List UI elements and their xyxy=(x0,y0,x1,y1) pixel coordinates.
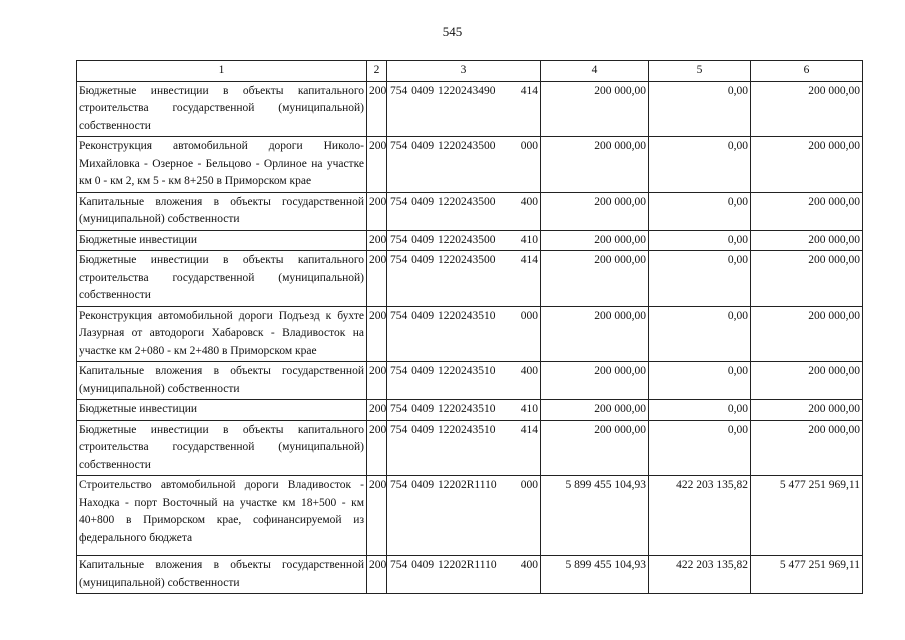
row-code-type: 400 xyxy=(520,559,538,571)
row-col-2: 200 xyxy=(367,476,387,556)
table-row xyxy=(77,306,863,362)
header-col-1: 1 xyxy=(77,61,367,82)
row-col-5: 0,00 xyxy=(649,362,751,400)
row-code-type: 410 xyxy=(520,233,538,246)
row-col-6: 5 477 251 969,11 xyxy=(751,476,863,556)
row-code-number: 754 0409 1220243510 xyxy=(390,423,496,436)
row-name: Капитальные вложения в объекты государственной (муниципальной) собственности xyxy=(77,362,367,400)
table-row xyxy=(77,362,863,400)
row-col-4: 200 000,00 xyxy=(541,400,649,421)
row-name: Капитальные вложения в объекты государственной (муниципальной) собственности xyxy=(77,556,367,594)
row-code-type: 000 xyxy=(520,479,538,491)
table-row xyxy=(77,192,863,230)
row-name: Строительство автомобильной дороги Владивосток - Находка - порт Восточный на участке км 18+500 - км 40+800 в Приморском крае, софинансируемой из федерального бюджета xyxy=(77,476,367,556)
header-col-2: 2 xyxy=(367,61,387,82)
row-col-5: 0,00 xyxy=(649,306,751,362)
row-col-4: 200 000,00 xyxy=(541,306,649,362)
row-name: Бюджетные инвестиции xyxy=(77,230,367,251)
row-code-number: 754 0409 1220243500 xyxy=(390,254,496,266)
row-col-6: 200 000,00 xyxy=(751,400,863,421)
row-name: Бюджетные инвестиции xyxy=(77,400,367,421)
row-code-type: 414 xyxy=(520,423,538,436)
row-code-number: 754 0409 1220243510 xyxy=(390,403,496,415)
row-col-5: 0,00 xyxy=(649,81,751,137)
header-col-3: 3 xyxy=(387,61,541,82)
row-code xyxy=(387,476,541,556)
row-col-6: 200 000,00 xyxy=(751,230,863,251)
row-code-type: 414 xyxy=(520,84,538,97)
table-row xyxy=(77,251,863,307)
header-col-5: 5 xyxy=(649,61,751,82)
row-col-4: 200 000,00 xyxy=(541,230,649,251)
row-code-number: 754 0409 1220243510 xyxy=(390,365,496,377)
row-code-type: 400 xyxy=(520,195,538,208)
row-code xyxy=(387,251,541,307)
row-code-number: 754 0409 12202R1110 xyxy=(390,559,497,571)
row-code xyxy=(387,137,541,193)
row-col-6: 200 000,00 xyxy=(751,251,863,307)
page-number: 545 xyxy=(442,24,463,39)
row-code-type: 000 xyxy=(520,140,538,152)
table-row xyxy=(77,556,863,594)
budget-table xyxy=(76,60,863,594)
row-code-number: 754 0409 12202R1110 xyxy=(390,479,497,491)
row-code-number: 754 0409 1220243500 xyxy=(390,195,496,208)
row-col-5: 0,00 xyxy=(649,230,751,251)
row-code-type: 410 xyxy=(520,403,538,415)
table-row xyxy=(77,476,863,556)
table-row xyxy=(77,230,863,251)
row-code xyxy=(387,420,541,476)
row-col-6: 200 000,00 xyxy=(751,81,863,137)
header-col-6: 6 xyxy=(751,61,863,82)
row-name: Реконструкция автомобильной дороги Подъезд к бухте Лазурная от автодороги Хабаровск - Владивосток на участке км 2+080 - км 2+480 в Приморском крае xyxy=(77,306,367,362)
row-col-5: 0,00 xyxy=(649,137,751,193)
row-col-4: 200 000,00 xyxy=(541,420,649,476)
row-col-6: 200 000,00 xyxy=(751,362,863,400)
row-col-5: 0,00 xyxy=(649,420,751,476)
row-col-4: 5 899 455 104,93 xyxy=(541,556,649,594)
row-col-5: 0,00 xyxy=(649,400,751,421)
row-code-type: 000 xyxy=(520,309,538,322)
table-row xyxy=(77,137,863,193)
row-col-5: 0,00 xyxy=(649,251,751,307)
row-name: Бюджетные инвестиции в объекты капитального строительства государственной (муниципальной) собственности xyxy=(77,251,367,307)
table-row xyxy=(77,400,863,421)
table-row xyxy=(77,420,863,476)
row-col-6: 200 000,00 xyxy=(751,420,863,476)
row-col-5: 422 203 135,82 xyxy=(649,476,751,556)
row-code-number: 754 0409 1220243510 xyxy=(390,309,496,322)
row-name: Бюджетные инвестиции в объекты капитального строительства государственной (муниципальной) собственности xyxy=(77,81,367,137)
row-col-5: 422 203 135,82 xyxy=(649,556,751,594)
row-col-6: 200 000,00 xyxy=(751,192,863,230)
row-col-4: 5 899 455 104,93 xyxy=(541,476,649,556)
row-col-2: 200 xyxy=(367,306,387,362)
row-col-2: 200 xyxy=(367,400,387,421)
row-col-2: 200 xyxy=(367,230,387,251)
row-name: Бюджетные инвестиции в объекты капитального строительства государственной (муниципальной) собственности xyxy=(77,420,367,476)
row-code-number: 754 0409 1220243500 xyxy=(390,140,496,152)
row-col-2: 200 xyxy=(367,81,387,137)
row-col-6: 200 000,00 xyxy=(751,306,863,362)
row-col-4: 200 000,00 xyxy=(541,251,649,307)
row-code xyxy=(387,81,541,137)
row-col-4: 200 000,00 xyxy=(541,362,649,400)
row-col-6: 5 477 251 969,11 xyxy=(751,556,863,594)
row-code xyxy=(387,362,541,400)
row-code-number: 754 0409 1220243490 xyxy=(390,84,496,97)
row-code xyxy=(387,400,541,421)
row-code-type: 414 xyxy=(520,254,538,266)
row-col-2: 200 xyxy=(367,556,387,594)
row-col-2: 200 xyxy=(367,137,387,193)
row-name: Капитальные вложения в объекты государственной (муниципальной) собственности xyxy=(77,192,367,230)
header-row xyxy=(77,61,863,82)
row-code xyxy=(387,192,541,230)
row-code xyxy=(387,306,541,362)
row-col-2: 200 xyxy=(367,362,387,400)
row-name: Реконструкция автомобильной дороги Николо-Михайловка - Озерное - Бельцово - Орлиное на участке км 0 - км 2, км 5 - км 8+250 в Приморском крае xyxy=(77,137,367,193)
row-col-5: 0,00 xyxy=(649,192,751,230)
row-col-6: 200 000,00 xyxy=(751,137,863,193)
row-col-4: 200 000,00 xyxy=(541,81,649,137)
row-code xyxy=(387,556,541,594)
row-code xyxy=(387,230,541,251)
row-col-2: 200 xyxy=(367,420,387,476)
header-col-4: 4 xyxy=(541,61,649,82)
table-row xyxy=(77,81,863,137)
row-col-2: 200 xyxy=(367,192,387,230)
row-col-4: 200 000,00 xyxy=(541,137,649,193)
row-col-2: 200 xyxy=(367,251,387,307)
row-col-4: 200 000,00 xyxy=(541,192,649,230)
row-code-number: 754 0409 1220243500 xyxy=(390,233,496,246)
row-code-type: 400 xyxy=(520,365,538,377)
